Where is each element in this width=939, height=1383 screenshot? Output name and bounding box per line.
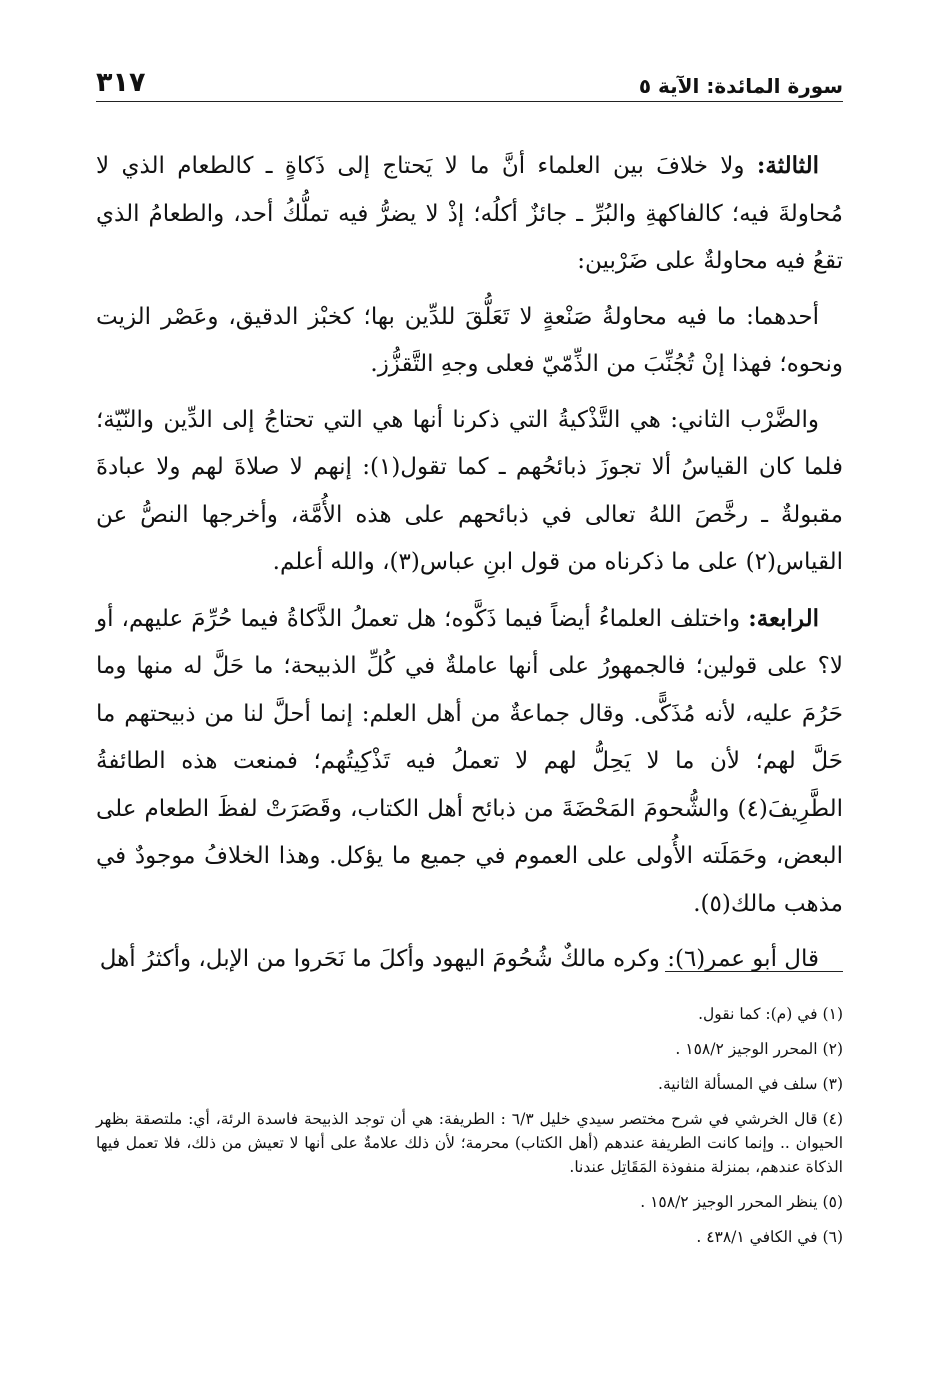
main-text bbox=[96, 142, 843, 992]
footnote-number: (٦) bbox=[822, 1228, 843, 1246]
footnote-5 bbox=[96, 1190, 843, 1214]
footnote-number: (٤) bbox=[822, 1110, 843, 1128]
page-number: ٣١٧ bbox=[96, 67, 146, 98]
paragraph-fourth bbox=[96, 595, 843, 929]
paragraph-abu-omar bbox=[96, 936, 843, 984]
footnotes bbox=[96, 1002, 843, 1260]
paragraph-lead: الثالثة: bbox=[756, 152, 819, 179]
footnote-number: (٢) bbox=[822, 1040, 843, 1058]
footnote-2 bbox=[96, 1037, 843, 1061]
footnote-text: سلف في المسألة الثانية. bbox=[658, 1075, 818, 1093]
footnote-4 bbox=[96, 1107, 843, 1179]
paragraph-text: ولا خلافَ بين العلماء أنَّ ما لا يَحتاج إلى ذَكاةٍ ـ كالطعام الذي لا مُحاولةَ فيه؛ كالفاكهةِ والبُرِّ ـ جائزٌ أكلُه؛ إذْ لا يضرُّ فيه تملُّكُ أحد، والطعامُ الذي تقعُ فيه محاولةٌ على ضَرْبين: bbox=[96, 153, 843, 274]
paragraph-text: قال أبو عمر(٦): وكره مالكٌ شُحُومَ اليهود وأكلَ ما نَحَروا من الإبل، وأكثرُ أهل bbox=[99, 946, 819, 972]
footnote-number: (١) bbox=[822, 1005, 843, 1023]
paragraph-lead: الرابعة: bbox=[748, 604, 819, 632]
footnote-text: ينظر المحرر الوجيز ١٥٨/٢ . bbox=[640, 1193, 818, 1211]
footnote-divider bbox=[665, 971, 843, 972]
footnote-number: (٥) bbox=[822, 1193, 843, 1211]
paragraph-first-kind bbox=[96, 294, 843, 389]
header-divider bbox=[96, 101, 843, 102]
page-header bbox=[96, 58, 843, 98]
footnote-number: (٣) bbox=[822, 1075, 843, 1093]
paragraph-text: أحدهما: ما فيه محاولةُ صَنْعةٍ لا تَعَلُّقَ للدِّين بها؛ كخبْز الدقيق، وعَصْر الزيت ونحوه؛ فهذا إنْ تُجُنِّبَ من الذِّمّيّ فعلى وجهِ التَّقزُّز. bbox=[96, 303, 843, 377]
paragraph-third bbox=[96, 142, 843, 286]
footnote-6 bbox=[96, 1225, 843, 1249]
footnote-3 bbox=[96, 1072, 843, 1096]
running-title: سورة المائدة: الآية ٥ bbox=[638, 74, 843, 98]
paragraph-second-kind bbox=[96, 397, 843, 587]
paragraph-text: واختلف العلماءُ أيضاً فيما ذَكَّوه؛ هل تعملُ الذَّكاةُ فيما حُرِّمَ عليهم، أو لا؟ على قولين؛ فالجمهورُ على أنها عاملةٌ في كُلِّ الذبيحة؛ ما حَلَّ له منها وما حَرُمَ عليه، لأنه مُذَكًّى. وقال جماعةٌ من أهل العلم: إنما أحلَّ لنا من ذبيحتهم ما حَلَّ لهم؛ لأن ما لا يَحِلُّ لهم لا تعملُ فيه تَذْكِيتُهم؛ فمنعت هذه الطائفةُ الطَّرِيفَ(٤) والشُّحومَ المَحْضَةَ من ذبائح أهل الكتاب، وقَصَرَتْ لفظَ الطعام على البعض، وحَمَلَته الأُولى على العموم في جميع ما يؤكل. وهذا الخلافُ موجودٌ في مذهب مالك(٥). bbox=[96, 605, 843, 917]
paragraph-text: والضَّرْب الثاني: هي التَّذْكيةُ التي ذكرنا أنها هي التي تحتاجُ إلى الدِّين والنّيّة؛ فلما كان القياسُ ألا تجوزَ ذبائحُهم ـ كما تقول(١): إنهم لا صلاةَ لهم ولا عبادةَ مقبولةٌ ـ رخَّصَ اللهُ تعالى في ذبائحهم على هذه الأُمَّة، وأخرجها النصُّ عن القياس(٢) على ما ذكرناه من قول ابنِ عباس(٣)، والله أعلم. bbox=[96, 406, 843, 575]
footnote-text: في (م): كما نقول. bbox=[698, 1005, 818, 1023]
footnote-text: في الكافي ٤٣٨/١ . bbox=[696, 1228, 818, 1246]
footnote-1 bbox=[96, 1002, 843, 1026]
footnote-text: قال الخرشي في شرح مختصر سيدي خليل ٦/٣ : الطريفة: هي أن توجد الذبيحة فاسدة الرئة، أي: ملتصقة بظهر الحيوان .. وإنما كانت الطريفة عندهم (أهل الكتاب) محرمة؛ لأن ذلك علامةٌ على أنها لا تعيش من ذلك، فلا تعمل فيها الذكاة عندهم، بمنزلة منفوذة المَقَاتِل عندنا. bbox=[96, 1110, 843, 1176]
footnote-text: المحرر الوجيز ١٥٨/٢ . bbox=[675, 1040, 818, 1058]
